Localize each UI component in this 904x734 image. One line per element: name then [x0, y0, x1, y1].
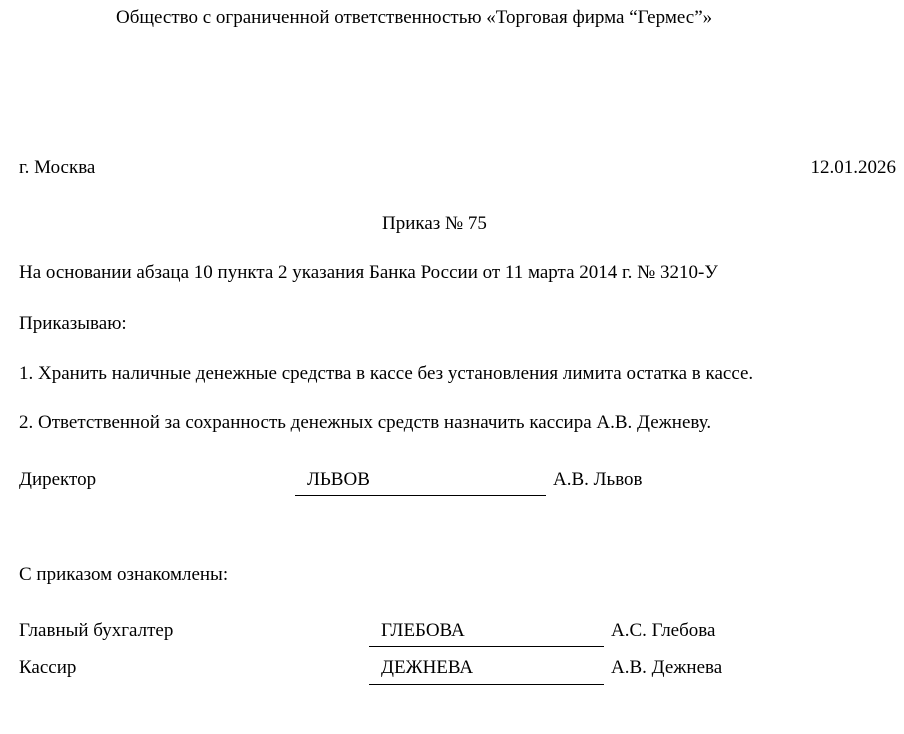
signer-name: А.С. Глебова [611, 620, 716, 641]
signer-position: Кассир [19, 657, 77, 678]
director-position: Директор [19, 469, 97, 490]
order-title: Приказ № 75 [382, 213, 487, 234]
signer-position: Главный бухгалтер [19, 620, 174, 641]
order-word: Приказываю: [19, 313, 127, 334]
signer-signature-line [369, 646, 604, 647]
acknowledgement-heading: С приказом ознакомлены: [19, 564, 229, 585]
signer-signature: ДЕЖНЕВА [381, 657, 474, 678]
director-signature: ЛЬВОВ [307, 469, 370, 490]
signer-signature: ГЛЕБОВА [381, 620, 465, 641]
signer-signature-line [369, 684, 604, 685]
order-item-1: 1. Хранить наличные денежные средства в кассе без установления лимита остатка в кассе. [19, 363, 754, 384]
order-basis: На основании абзаца 10 пункта 2 указания Банка России от 11 марта 2014 г. № 3210-У [19, 262, 718, 283]
document-date: 12.01.2026 [810, 157, 896, 178]
director-name: А.В. Львов [553, 469, 643, 490]
organization-name: Общество с ограниченной ответственностью «Торговая фирма “Гермес”» [116, 7, 713, 28]
order-item-2: 2. Ответственной за сохранность денежных средств назначить кассира А.В. Дежневу. [19, 412, 712, 433]
director-signature-line [295, 495, 546, 496]
signer-name: А.В. Дежнева [611, 657, 723, 678]
city: г. Москва [19, 157, 96, 178]
